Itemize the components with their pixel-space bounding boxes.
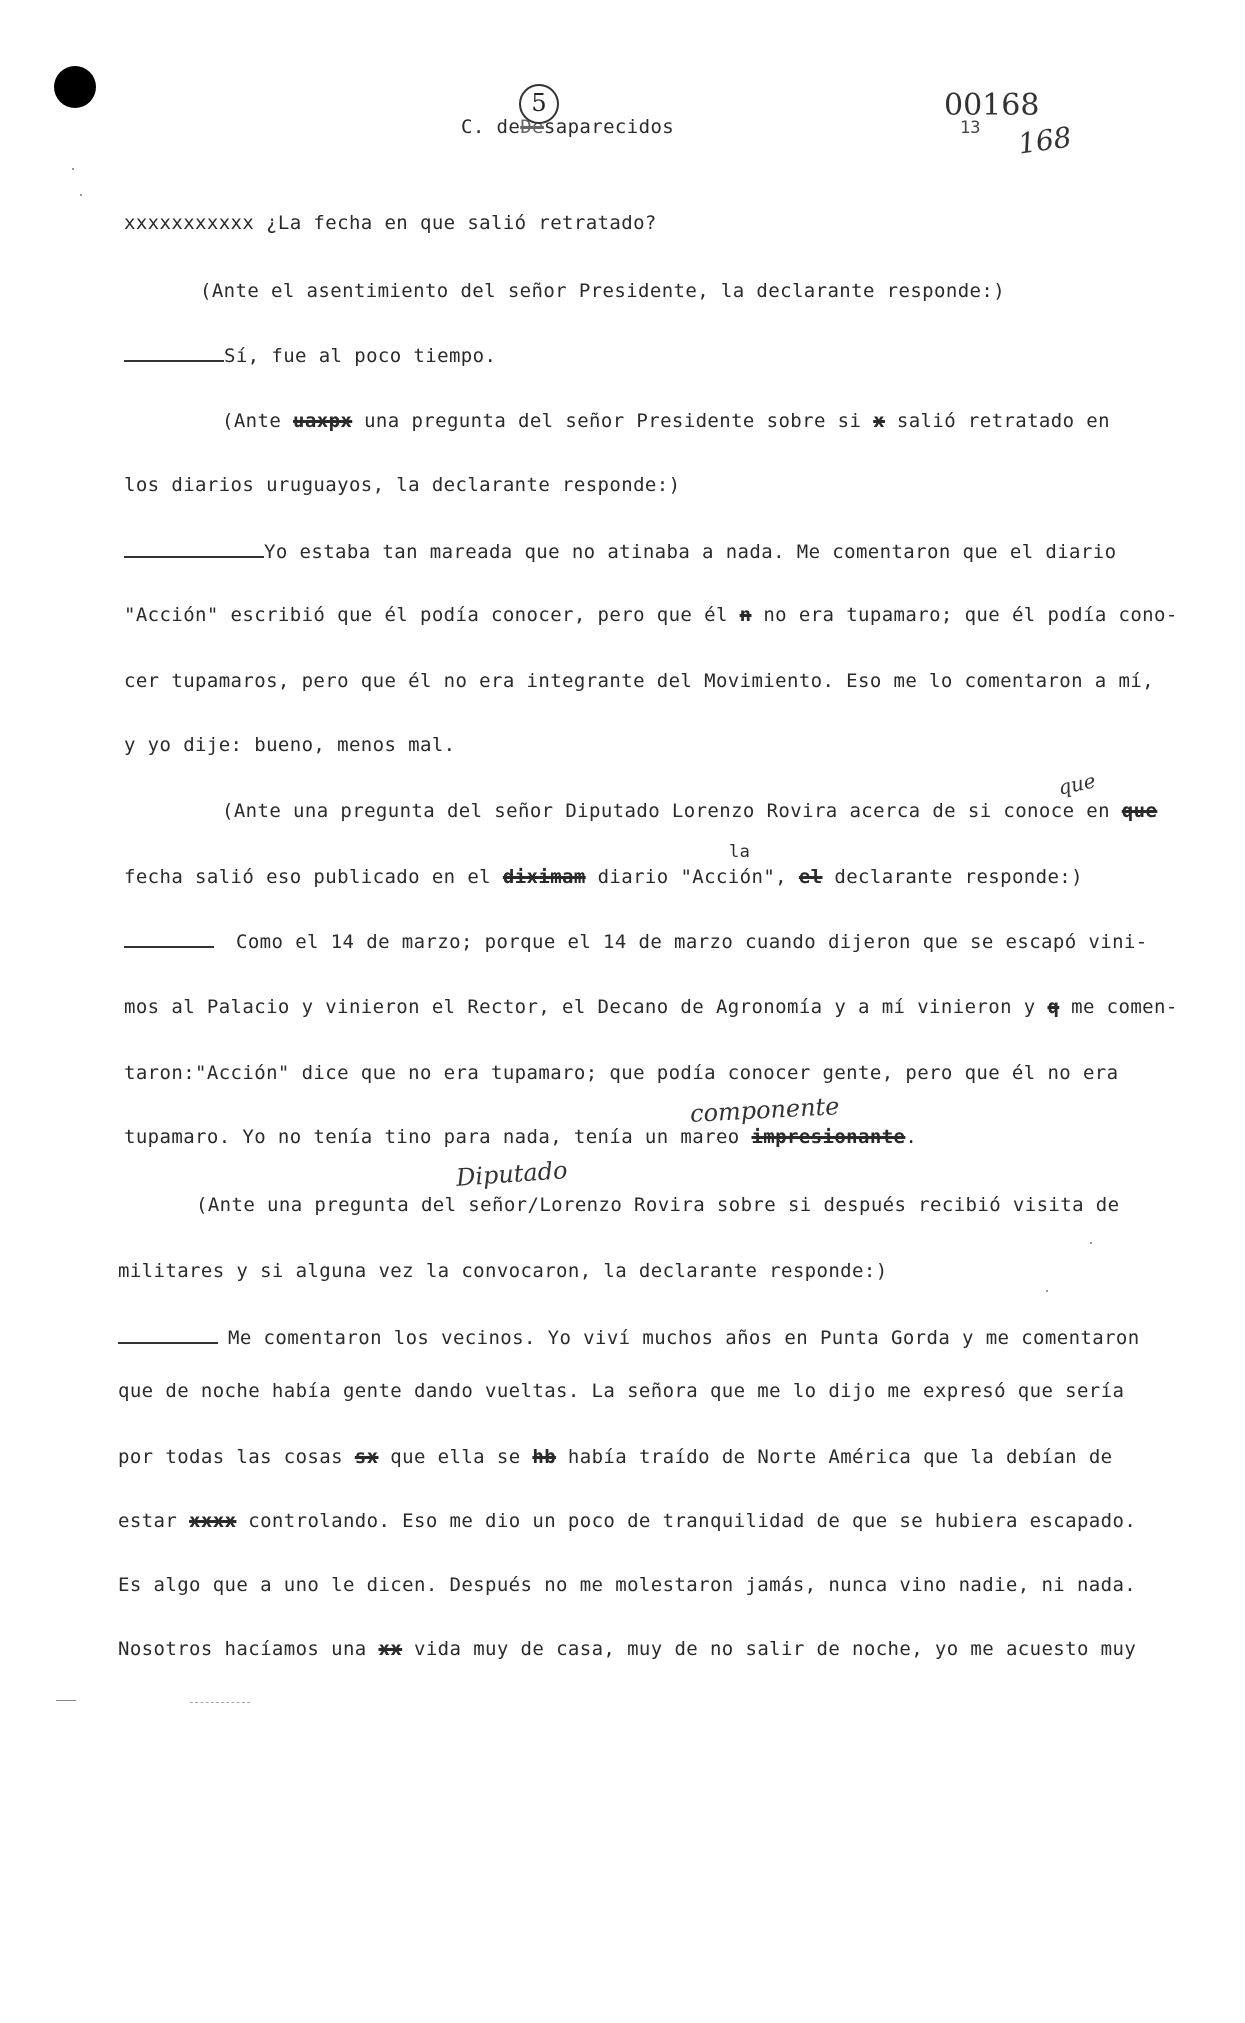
text-line-3: Sí, fue al poco tiempo. — [124, 344, 496, 367]
text-line-13: mos al Palacio y vinieron el Rector, el Decano de Agronomía y a mí vinieron y q me comen- — [124, 996, 1178, 1018]
handwritten-page-number: 168 — [1015, 120, 1074, 161]
text-line-21: estar xxxx controlando. Eso me dio un poco de tranquilidad de que se hubiera escapado. — [118, 1510, 1137, 1532]
text-line-9: y yo dije: bueno, menos mal. — [124, 734, 456, 756]
text-line-10: (Ante una pregunta del señor Diputado Lorenzo Rovira acerca de si conoce en que — [222, 800, 1158, 822]
scan-speck — [1090, 1242, 1092, 1244]
header-suffix: saparecidos — [543, 116, 675, 138]
text-line-8: cer tupamaros, pero que él no era integrante del Movimiento. Eso me lo comentaron a mí, — [124, 670, 1154, 692]
scan-speck — [72, 168, 74, 170]
handwritten-diputado: Diputado — [455, 1156, 569, 1192]
text-line-18: Me comentaron los vecinos. Yo viví muchos años en Punta Gorda y me comentaron — [118, 1326, 1140, 1349]
text-line-4: (Ante uaxpx una pregunta del señor Presidente sobre si x salió retratado en — [222, 410, 1110, 432]
text-line-22: Es algo que a uno le dicen. Después no me molestaron jamás, nunca vino nadie, ni nada. — [118, 1574, 1137, 1596]
dash-blank — [124, 540, 264, 558]
header-struck: De — [520, 116, 544, 138]
text-line-11: fecha salió eso publicado en el diximam diario "Acción", el declarante responde:) — [124, 866, 1083, 888]
scan-speck — [1046, 1290, 1048, 1292]
text-line-7: "Acción" escribió que él podía conocer, pero que él n no era tupamaro; que él podía cono- — [124, 604, 1178, 626]
page-sub-number: 13 — [960, 118, 981, 138]
handwritten-que: que — [1055, 768, 1098, 800]
dash-blank — [124, 930, 214, 948]
text-line-15: tupamaro. Yo no tenía tino para nada, tenía un mareo impresionante. — [124, 1126, 918, 1148]
text-line-14: taron:"Acción" dice que no era tupamaro; que podía conocer gente, pero que él no era — [124, 1062, 1119, 1084]
page-number: 00168 — [944, 88, 1040, 123]
punch-hole — [54, 66, 96, 108]
text-line-2: (Ante el asentimiento del señor Presidente, la declarante responde:) — [200, 280, 1006, 302]
document-header — [461, 116, 674, 138]
inserted-la: la — [729, 842, 751, 862]
handwritten-componente: componente — [689, 1092, 841, 1128]
text-line-6: Yo estaba tan mareada que no atinaba a nada. Me comentaron que el diario — [124, 540, 1116, 563]
margin-mark — [190, 1702, 250, 1703]
circled-number: 5 — [519, 84, 559, 124]
text-line-16: (Ante una pregunta del señor/Lorenzo Rovira sobre si después recibió visita de — [196, 1194, 1120, 1216]
margin-mark — [56, 1700, 76, 1701]
text-line-17: militares y si alguna vez la convocaron, la declarante responde:) — [118, 1260, 888, 1282]
text-line-23: Nosotros hacíamos una xx vida muy de casa, muy de no salir de noche, yo me acuesto muy — [118, 1638, 1137, 1660]
scan-speck — [80, 194, 82, 196]
header-prefix: C. de — [461, 116, 521, 138]
text-line-1: xxxxxxxxxxx ¿La fecha en que salió retratado? — [124, 212, 657, 234]
dash-blank — [118, 1326, 218, 1344]
text-line-19: que de noche había gente dando vueltas. La señora que me lo dijo me expresó que sería — [118, 1380, 1125, 1402]
text-line-12: Como el 14 de marzo; porque el 14 de marzo cuando dijeron que se escapó vini- — [124, 930, 1148, 953]
text-line-20: por todas las cosas sx que ella se hb había traído de Norte América que la debían de — [118, 1446, 1113, 1468]
dash-blank — [124, 344, 224, 362]
text-line-5: los diarios uruguayos, la declarante responde:) — [124, 474, 681, 496]
